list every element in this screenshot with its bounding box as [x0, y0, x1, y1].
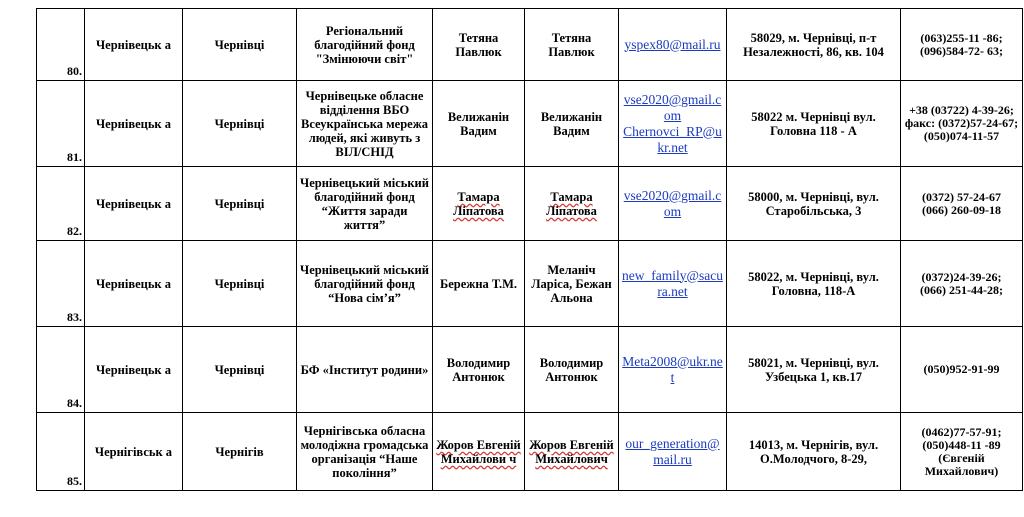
region-text: Чернігівськ а: [94, 444, 173, 459]
region-cell: [85, 413, 183, 491]
contact-person-cell: [525, 241, 619, 327]
head-name-text: Велижанін Вадим: [447, 109, 510, 138]
phone-line: (0462)77-57-91;: [921, 424, 1002, 439]
phone-cell: [901, 413, 1023, 491]
email-link[interactable]: Meta2008@ukr.net: [622, 353, 723, 385]
organization-cell: [297, 241, 433, 327]
email-link[interactable]: yspex80@mail.ru: [624, 36, 721, 52]
email-cell: [619, 327, 727, 413]
address-text: 58022, м. Чернівці, вул. Головна, 118-А: [748, 269, 879, 298]
head-name-text: Бережна Т.М.: [439, 276, 518, 291]
head-name-text: Тетяна Павлюк: [455, 30, 502, 59]
email-cell: [619, 167, 727, 241]
contact-person-text: Велижанін Вадим: [540, 109, 603, 138]
contact-person-cell: [525, 9, 619, 81]
row-number-text: 83.: [67, 310, 82, 324]
phone-cell: [901, 9, 1023, 81]
row-number-text: 80.: [67, 64, 82, 78]
row-number-text: 84.: [67, 396, 82, 410]
contact-person-text: Тамара Ліпатова: [546, 189, 597, 218]
email-link[interactable]: our_generation@mail.ru: [625, 435, 720, 467]
region-text: Чернівецьк а: [95, 37, 172, 52]
city-cell: [183, 327, 297, 413]
organization-text: БФ «Інститут родини»: [300, 362, 429, 377]
phone-line: (050)952-91-99: [923, 362, 1000, 376]
email-cell: [619, 81, 727, 167]
city-cell: [183, 413, 297, 491]
organization-cell: [297, 81, 433, 167]
contact-person-cell: [525, 327, 619, 413]
head-name-cell: [433, 167, 525, 241]
address-text: 58021, м. Чернівці, вул. Узбецька 1, кв.17: [748, 355, 879, 384]
organization-text: Чернівецький міський благодійний фонд “Нова сім’я”: [300, 262, 429, 305]
organization-text: Чернівецьке обласне відділення ВБО Всеукраїнська мережа людей, які живуть з ВІЛ/СНІД: [300, 88, 429, 159]
organization-cell: [297, 9, 433, 81]
region-text: Чернівецьк а: [95, 196, 172, 211]
head-name-cell: [433, 413, 525, 491]
address-text: 58000, м. Чернівці, вул. Старобільська, 3: [748, 189, 879, 218]
phone-cell: [901, 241, 1023, 327]
phone-line: факс: (0372)57-24-67;: [904, 116, 1019, 130]
head-name-cell: [433, 327, 525, 413]
organization-text: Чернівецький міський благодійний фонд “Життя заради життя”: [300, 175, 429, 232]
city-text: Чернівці: [214, 196, 265, 211]
region-cell: [85, 9, 183, 81]
region-text: Чернівецьк а: [95, 362, 172, 377]
region-cell: [85, 241, 183, 327]
table-row: [37, 81, 1023, 167]
email-link[interactable]: vse2020@gmail.com: [623, 91, 722, 123]
organizations-table-page: [36, 8, 1022, 491]
email-link[interactable]: Chernovci_RP@ukr.net: [623, 123, 722, 155]
phone-line: (0372)24-39-26;: [921, 269, 1002, 284]
table-row: [37, 9, 1023, 81]
address-cell: [727, 167, 901, 241]
organization-cell: [297, 413, 433, 491]
city-cell: [183, 167, 297, 241]
phone-cell: [901, 327, 1023, 413]
head-name-text: Володимир Антонюк: [446, 355, 511, 384]
organization-cell: [297, 327, 433, 413]
region-cell: [85, 167, 183, 241]
email-link[interactable]: new_family@sacura.net: [622, 267, 723, 299]
contact-person-cell: [525, 81, 619, 167]
region-cell: [85, 327, 183, 413]
contact-person-cell: [525, 413, 619, 491]
city-cell: [183, 241, 297, 327]
address-cell: [727, 413, 901, 491]
contact-person-text: Меланіч Ларіса, Бежан Альона: [531, 262, 612, 305]
city-text: Чернігів: [215, 444, 264, 459]
row-number-cell: [37, 241, 85, 327]
head-name-cell: [433, 241, 525, 327]
row-number-cell: [37, 327, 85, 413]
address-cell: [727, 327, 901, 413]
head-name-cell: [433, 9, 525, 81]
email-link[interactable]: vse2020@gmail.com: [623, 187, 722, 219]
row-number-cell: [37, 167, 85, 241]
contact-person-text: Жоров Евгеній Михайлович: [529, 437, 614, 466]
address-text: 14013, м. Чернігів, вул. О.Молодчого, 8-29,: [748, 437, 879, 466]
region-text: Чернівецьк а: [95, 276, 172, 291]
phone-line: (096)584-72- 63;: [920, 43, 1003, 58]
email-cell: [619, 413, 727, 491]
table-row: [37, 167, 1023, 241]
contact-person-text: Володимир Антонюк: [539, 355, 604, 384]
row-number-text: 82.: [67, 224, 82, 238]
organizations-table: [36, 8, 1023, 491]
phone-line: (066) 260-09-18: [922, 202, 1001, 217]
address-text: 58029, м. Чернівці, п-т Незалежності, 86, кв. 104: [743, 30, 884, 59]
phone-cell: [901, 81, 1023, 167]
phone-line: (050)074-11-57: [923, 129, 1000, 143]
phone-line: (063)255-11 -86;: [920, 30, 1003, 45]
row-number-text: 81.: [67, 150, 82, 164]
organization-text: Регіональний благодійний фонд "Змінюючи світ": [314, 23, 415, 66]
phone-line: +38 (03722) 4-39-26;: [909, 103, 1014, 117]
address-cell: [727, 81, 901, 167]
address-cell: [727, 241, 901, 327]
phone-cell: [901, 167, 1023, 241]
head-name-text: Жоров Евгеній Михайлови ч: [436, 437, 521, 466]
organization-text: Чернігівська обласна молодіжна громадська організація “Наше покоління”: [300, 423, 429, 480]
email-cell: [619, 241, 727, 327]
city-cell: [183, 9, 297, 81]
city-text: Чернівці: [214, 116, 265, 131]
contact-person-cell: [525, 167, 619, 241]
city-cell: [183, 81, 297, 167]
city-text: Чернівці: [214, 37, 265, 52]
table-row: [37, 327, 1023, 413]
email-cell: [619, 9, 727, 81]
row-number-text: 85.: [67, 474, 82, 488]
phone-line: (050)448-11 -89 (Євгеній Михайлович): [922, 437, 1001, 478]
contact-person-text: Тетяна Павлюк: [548, 30, 595, 59]
address-text: 58022 м. Чернівці вул. Головна 118 - А: [751, 109, 876, 138]
table-row: [37, 241, 1023, 327]
organization-cell: [297, 167, 433, 241]
phone-line: (066) 251-44-28;: [920, 282, 1003, 297]
row-number-cell: [37, 413, 85, 491]
address-cell: [727, 9, 901, 81]
city-text: Чернівці: [214, 362, 265, 377]
head-name-cell: [433, 81, 525, 167]
row-number-cell: [37, 9, 85, 81]
city-text: Чернівці: [214, 276, 265, 291]
table-row: [37, 413, 1023, 491]
region-cell: [85, 81, 183, 167]
phone-line: (0372) 57-24-67: [922, 189, 1001, 204]
row-number-cell: [37, 81, 85, 167]
head-name-text: Тамара Ліпатова: [453, 189, 504, 218]
region-text: Чернівецьк а: [95, 116, 172, 131]
